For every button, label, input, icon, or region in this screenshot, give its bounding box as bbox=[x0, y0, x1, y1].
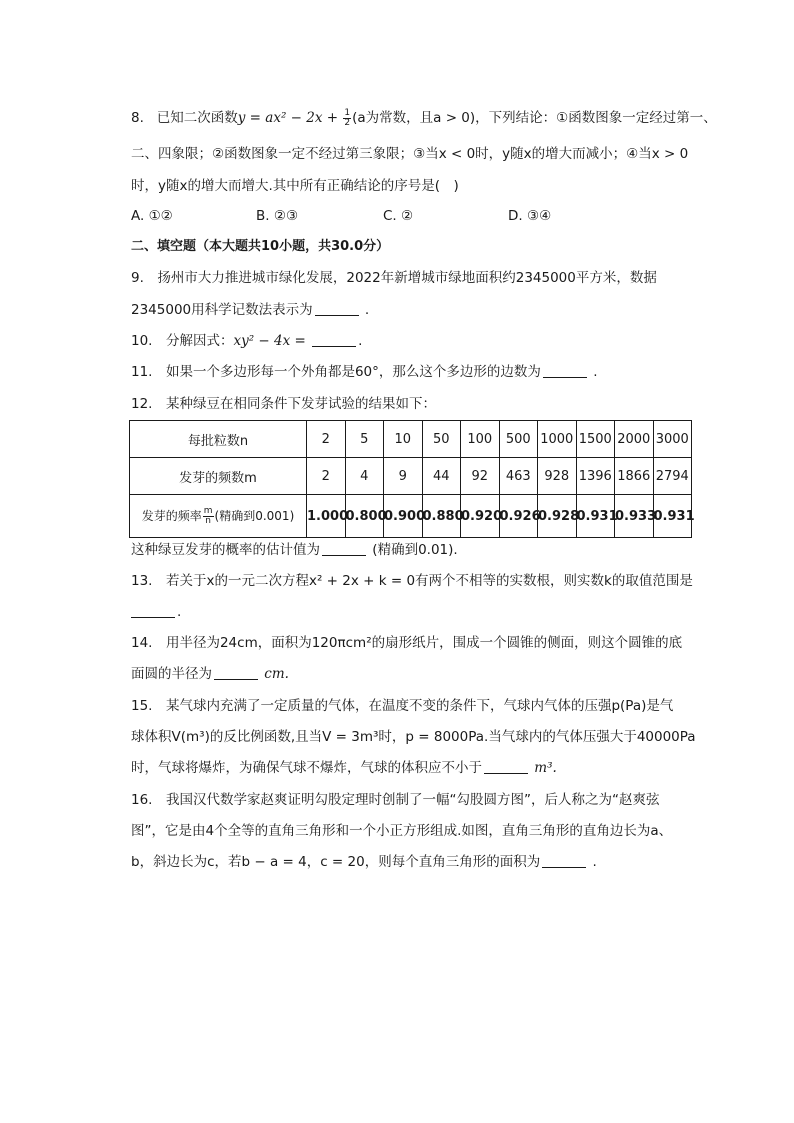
q9-line2: 2345000用科学记数法表示为 . bbox=[131, 302, 370, 318]
table-cell: 0.933 bbox=[615, 495, 654, 538]
q8-text-b: (a为常数，且a > 0)，下列结论：①函数图象一定经过第一、 bbox=[352, 110, 717, 126]
table-cell: 2 bbox=[307, 458, 346, 495]
table-cell: 5 bbox=[345, 421, 384, 458]
q12-line: 12. 某种绿豆在相同条件下发芽试验的结果如下： bbox=[131, 396, 436, 412]
table-cell: 500 bbox=[499, 421, 538, 458]
q10-line: 10. 分解因式：xy² − 4x = . bbox=[131, 333, 363, 349]
q8-expr: y = ax² − 2x + bbox=[237, 110, 343, 126]
table-cell: 0.900 bbox=[384, 495, 423, 538]
table-cell: 2794 bbox=[653, 458, 692, 495]
table-row bbox=[130, 421, 692, 458]
section-title: 二、填空题（本大题共10小题，共30.0分） bbox=[131, 239, 390, 254]
table-cell: 0.880 bbox=[422, 495, 461, 538]
germination-table bbox=[129, 420, 695, 538]
table-cell: 2 bbox=[307, 421, 346, 458]
q13-answer-blank bbox=[131, 603, 175, 618]
row-label-rate: 发芽的频率 $\frac{m}{n}$ (精确到0.001) bbox=[130, 495, 307, 538]
table-cell: 4 bbox=[345, 458, 384, 495]
table-cell: 92 bbox=[461, 458, 500, 495]
q8-fraction: $\frac{1}{2}$ bbox=[344, 107, 351, 128]
table-cell: 1.000 bbox=[307, 495, 346, 538]
q8-option-d: D. ③④ bbox=[508, 208, 552, 224]
q16-line2: 图”，它是由4个全等的直角三角形和一个小正方形组成.如图，直角三角形的直角边长为a、 bbox=[131, 823, 673, 839]
table-cell: 0.931 bbox=[576, 495, 615, 538]
table-cell: 1866 bbox=[615, 458, 654, 495]
table-row bbox=[130, 495, 692, 538]
table-cell: 928 bbox=[538, 458, 577, 495]
table-cell: 0.800 bbox=[345, 495, 384, 538]
q12-answer-blank bbox=[322, 541, 366, 556]
table-cell: 44 bbox=[422, 458, 461, 495]
q14-answer-blank bbox=[214, 665, 258, 680]
row-label-frequency: 发芽的频数m bbox=[130, 458, 307, 495]
table-cell: 50 bbox=[422, 421, 461, 458]
q13-line2: . bbox=[131, 602, 181, 622]
table-row bbox=[130, 458, 692, 495]
table-cell: 9 bbox=[384, 458, 423, 495]
table-cell: 2000 bbox=[615, 421, 654, 458]
q8-option-a: A. ①② bbox=[131, 208, 173, 224]
q15-answer-blank bbox=[484, 759, 528, 774]
q11-line: 11. 如果一个多边形每一个外角都是60°，那么这个多边形的边数为 . bbox=[131, 364, 598, 380]
table-cell: 0.926 bbox=[499, 495, 538, 538]
q14-line2: 面圆的半径为 cm. bbox=[131, 666, 289, 682]
q8-line1 bbox=[131, 108, 717, 128]
table-cell: 0.920 bbox=[461, 495, 500, 538]
row-label-count: 每批粒数n bbox=[130, 421, 307, 458]
table-cell: 1000 bbox=[538, 421, 577, 458]
q9-line1: 9. 扬州市大力推进城市绿化发展，2022年新增城市绿地面积约2345000平方米，数据 bbox=[131, 270, 657, 286]
q16-line3: b，斜边长为c，若b − a = 4，c = 20，则每个直角三角形的面积为 . bbox=[131, 854, 597, 870]
q12-after: 这种绿豆发芽的概率的估计值为 (精确到0.01). bbox=[131, 542, 458, 558]
q8-option-c: C. ② bbox=[383, 208, 414, 224]
q14-line1: 14. 用半径为24cm，面积为120πcm²的扇形纸片，围成一个圆锥的侧面，则这个圆锥的底 bbox=[131, 635, 683, 651]
q15-line2: 球体积V(m³)的反比例函数,且当V = 3m³时，p = 8000Pa.当气球内的气体压强大于40000Pa bbox=[131, 729, 696, 745]
table-cell: 1396 bbox=[576, 458, 615, 495]
q13-line1: 13. 若关于x的一元二次方程x² + 2x + k = 0有两个不相等的实数根，则实数k的取值范围是 bbox=[131, 573, 693, 589]
q9-answer-blank bbox=[315, 301, 359, 316]
table-cell: 0.928 bbox=[538, 495, 577, 538]
q10-answer-blank bbox=[312, 332, 356, 347]
table-cell: 3000 bbox=[653, 421, 692, 458]
table-cell: 0.931 bbox=[653, 495, 692, 538]
table-cell: 100 bbox=[461, 421, 500, 458]
q16-line1: 16. 我国汉代数学家赵爽证明勾股定理时创制了一幅“勾股圆方图”，后人称之为“赵爽弦 bbox=[131, 792, 660, 808]
q8-number: 8. bbox=[131, 110, 144, 126]
q15-line1: 15. 某气球内充满了一定质量的气体，在温度不变的条件下，气球内气体的压强p(Pa)是气 bbox=[131, 698, 674, 714]
q8-text-a: 已知二次函数 bbox=[156, 110, 238, 126]
q8-line3: 时，y随x的增大而增大.其中所有正确结论的序号是( ) bbox=[131, 178, 459, 194]
q16-answer-blank bbox=[542, 853, 586, 868]
q8-option-b: B. ②③ bbox=[256, 208, 299, 224]
table-cell: 463 bbox=[499, 458, 538, 495]
q15-line3: 时，气球将爆炸，为确保气球不爆炸，气球的体积应不小于 m³. bbox=[131, 760, 557, 776]
q8-line2: 二、四象限；②函数图象一定不经过第三象限；③当x < 0时，y随x的增大而减小；④当x > 0 bbox=[131, 146, 689, 162]
q11-answer-blank bbox=[543, 363, 587, 378]
table-cell: 1500 bbox=[576, 421, 615, 458]
table-cell: 10 bbox=[384, 421, 423, 458]
